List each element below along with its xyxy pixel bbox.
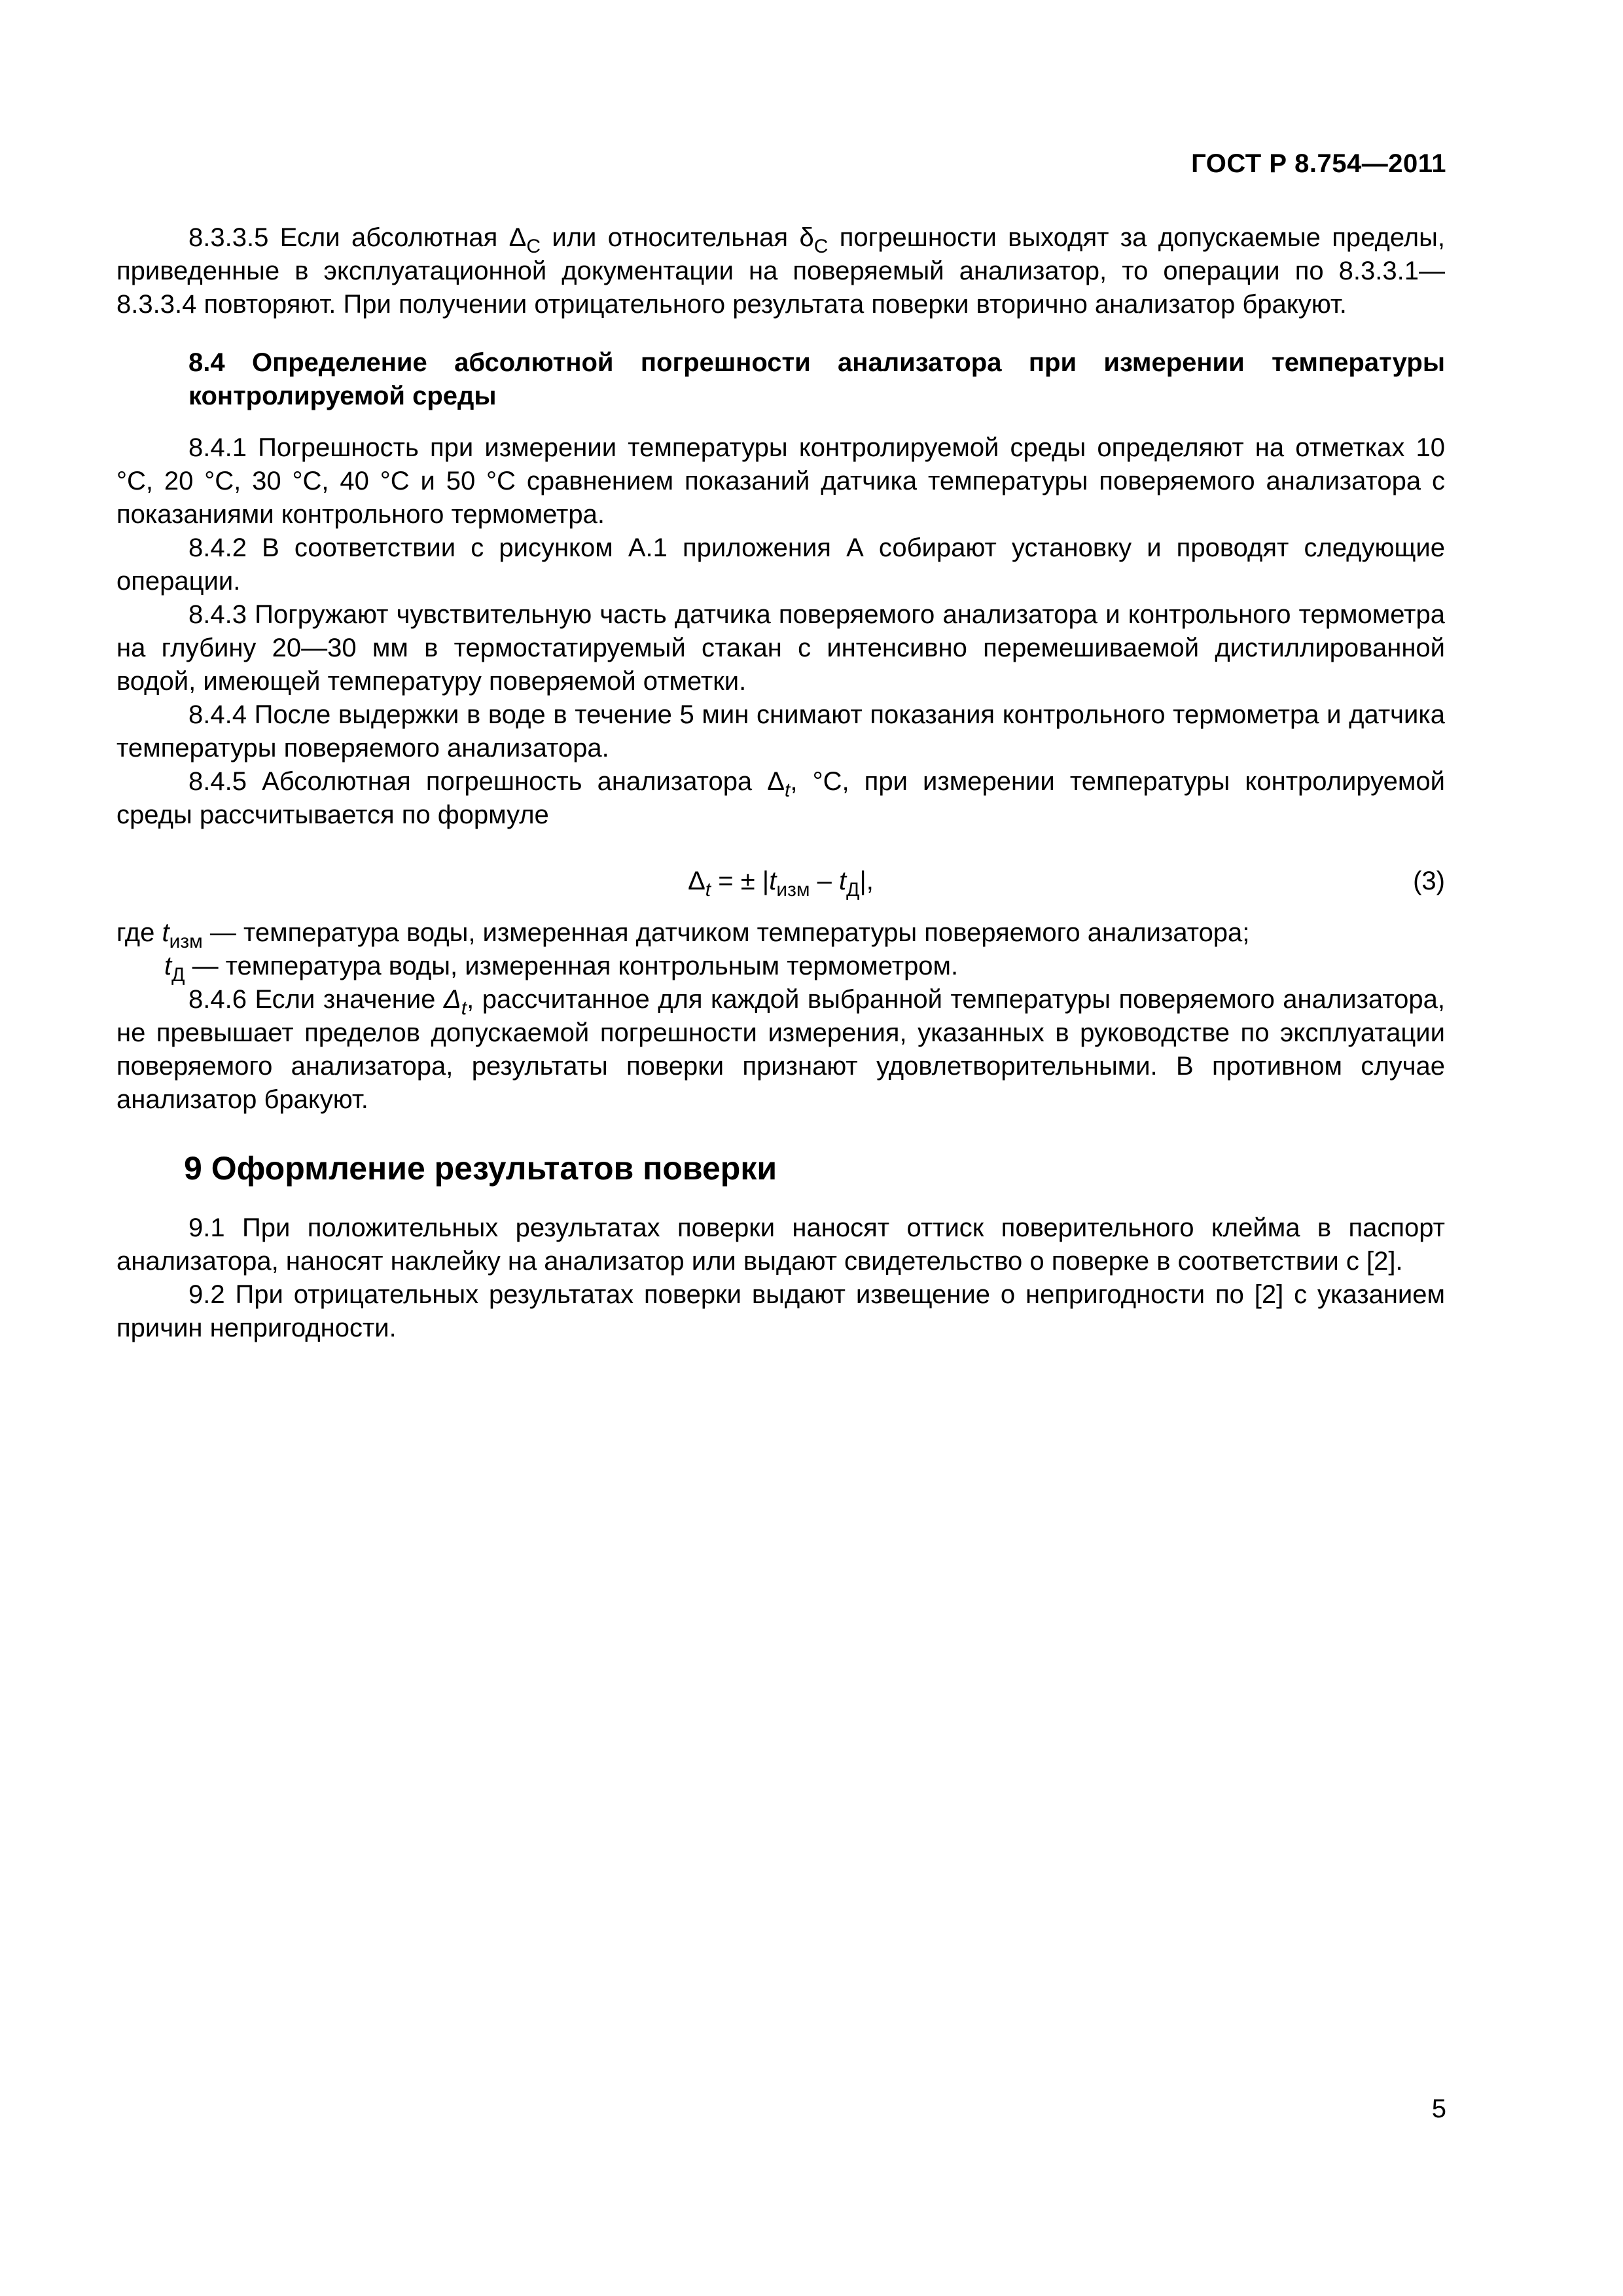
paragraph-8-3-3-5: 8.3.3.5 Если абсолютная $\Delta_C$ или относительная $\delta_C$ погрешности выходят за допускаемые пределы, приведенные в эксплуатационной документации на поверяемый анализатор, то операции по 8.3.3.1—8.3.3.4 повторяют. При получении отрицательного результата поверки вторично анализатор бракуют. [116,223,1445,319]
document-code-header: ГОСТ Р 8.754—2011 [1191,149,1446,178]
where-line-2: $t_Д$ — температура воды, измеренная контрольным термометром. [164,952,959,986]
formula-number: (3) [1413,867,1445,895]
paragraph-8-4-6: 8.4.6 Если значение $\Delta_t$, рассчитанное для каждой выбранной температуры поверяемого анализатора, не превышает пределов допускаемой погрешности измерения, указанных в руководстве по эксплуатации поверяемого анализатора, результаты поверки признают удовлетворительными. В противном случае анализатор бракуют. [116,985,1445,1114]
section-9-title: 9 Оформление результатов поверки [184,1150,777,1187]
formula-3: $\Delta_t$ = ± $|t_{изм} - t_Д|$, [688,867,874,901]
paragraph-8-4-4: 8.4.4 После выдержки в воде в течение 5 мин снимают показания контрольного термометра и датчика температуры поверяемого анализатора. [116,700,1445,762]
paragraph-8-4-1: 8.4.1 Погрешность при измерении температуры контролируемой среды определяют на отметках 10 °С, 20 °С, 30 °С, 40 °С и 50 °С сравнением показаний датчика температуры поверяемого анализатора с показаниями контрольного термометра. [116,433,1445,529]
paragraph-9-1: 9.1 При положительных результатах поверки наносят оттиск поверительного клейма в паспорт анализатора, наносят наклейку на анализатор или выдают свидетельство о поверке в соответствии с [2]. [116,1213,1445,1276]
paragraph-8-4-5: 8.4.5 Абсолютная погрешность анализатора $\Delta_t$, °С, при измерении температуры контролируемой среды рассчитывается по формуле [116,767,1445,829]
where-line-1: где $t_{изм}$ — температура воды, измеренная датчиком температуры поверяемого анализатора; [116,918,1250,952]
paragraph-8-4-3: 8.4.3 Погружают чувствительную часть датчика поверяемого анализатора и контрольного термометра на глубину 20—30 мм в термостатируемый стакан с интенсивно перемешиваемой дистиллированной водой, имеющей температуру поверяемой отметки. [116,600,1445,696]
page-number: 5 [1431,2094,1446,2123]
paragraph-9-2: 9.2 При отрицательных результатах поверки выдают извещение о непригодности по [2] с указанием причин непригодности. [116,1280,1445,1342]
paragraph-8-4-2: 8.4.2 В соответствии с рисунком А.1 приложения А собирают установку и проводят следующие операции. [116,533,1445,596]
formula-row [116,865,1445,901]
heading-8-4: 8.4 Определение абсолютной погрешности анализатора при измерении температуры контролируемой среды [188,348,1445,410]
document-body [116,221,1445,1345]
